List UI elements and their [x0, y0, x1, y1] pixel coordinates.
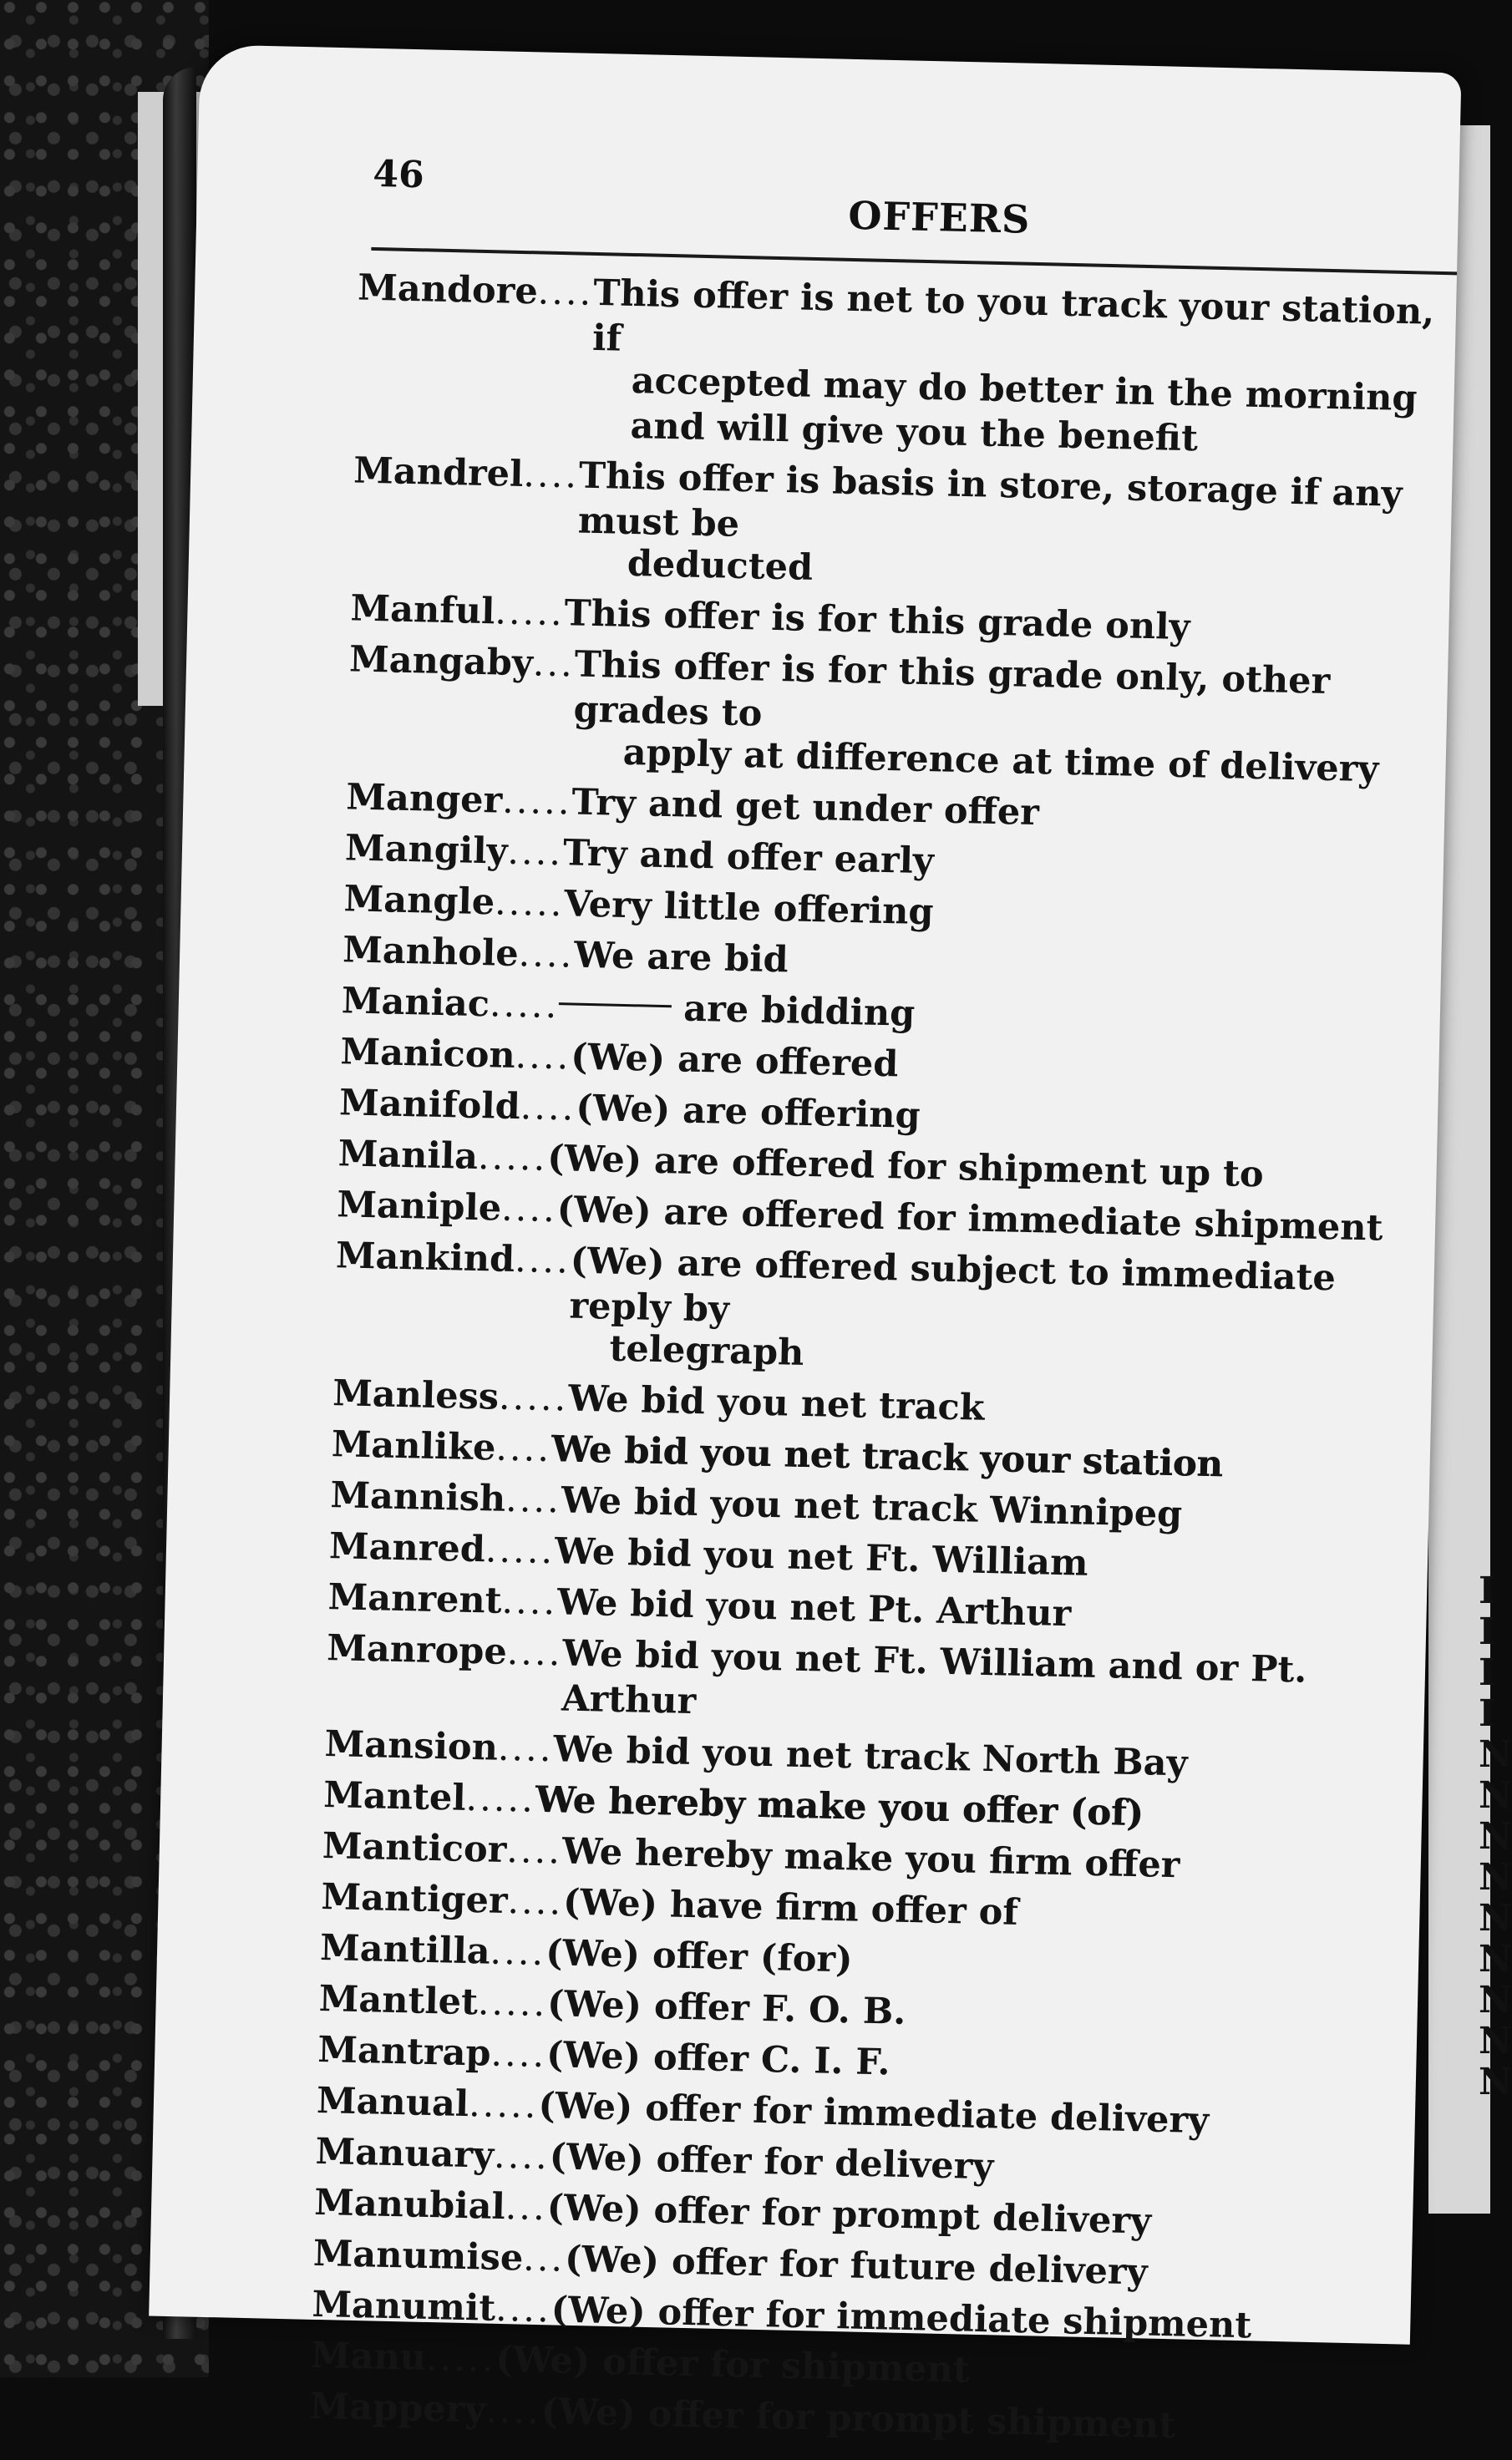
code-word: Mantel	[322, 1774, 467, 1819]
code-meaning-text: are bidding	[682, 987, 916, 1035]
next-page-letter: N	[1479, 2020, 1512, 2062]
leader-dots: .....	[498, 1376, 569, 1420]
code-meaning-text: This offer is for this grade only, other grades to	[573, 643, 1331, 735]
code-meaning-text: (We) offer for immediate shipment	[551, 2289, 1252, 2347]
code-meaning-text: (We) are offered	[570, 1036, 899, 1086]
code-meaning-text: (We) offer (for)	[545, 1932, 854, 1981]
leader-dots: ....	[515, 1035, 571, 1078]
code-meaning	[565, 2237, 1149, 2295]
code-meaning	[495, 2337, 971, 2393]
code-meaning	[546, 2185, 1151, 2244]
code-meaning-continuation: telegraph	[609, 1327, 804, 1374]
page-heading: OFFERS	[847, 192, 1031, 242]
leader-dots: .....	[477, 1981, 548, 2026]
code-meaning	[547, 1136, 1265, 1197]
code-meaning	[571, 779, 1040, 835]
code-word: Mantilla	[319, 1926, 491, 1973]
code-meaning-text: (We) offer for shipment	[495, 2338, 971, 2392]
next-page-letter: N	[1479, 1733, 1512, 1776]
leader-dots: ....	[506, 1631, 564, 1675]
book-page	[149, 44, 1461, 2447]
leader-dots: ....	[493, 2134, 551, 2178]
code-meaning	[561, 1829, 1180, 1889]
code-word: Manifold	[338, 1082, 521, 1129]
code-meaning	[540, 2389, 1175, 2448]
code-word: Mappery	[309, 2385, 486, 2432]
blank-line	[559, 1002, 672, 1007]
code-meaning	[546, 2032, 891, 2085]
leader-dots: .....	[489, 983, 560, 1027]
code-meaning-text: Very little offering	[563, 883, 935, 934]
code-meaning	[551, 2287, 1252, 2348]
code-meaning-text: (We) offer for prompt delivery	[546, 2187, 1152, 2243]
code-meaning	[557, 1580, 1072, 1636]
code-meaning-text: We are bid	[573, 934, 789, 981]
leader-dots: ....	[500, 1187, 558, 1231]
next-page-letter: I	[1479, 1692, 1496, 1735]
code-meaning-text: This offer is basis in store, storage if any must be	[577, 454, 1403, 545]
code-entry	[326, 1626, 1438, 1741]
code-meaning	[545, 1930, 853, 1982]
code-meaning	[576, 1086, 921, 1139]
code-meaning-text: We hereby make you offer (of)	[535, 1778, 1144, 1835]
code-meaning-text: We bid you net track	[567, 1377, 986, 1429]
code-meaning-text: (We) offer C. I. F.	[545, 2034, 891, 2084]
leader-dots: .....	[425, 2337, 496, 2381]
code-word: Mandore	[357, 266, 539, 313]
code-meaning	[561, 1478, 1182, 1537]
next-page-letter: I	[1479, 1610, 1496, 1653]
code-meaning-text: (We) are offered for shipment up to	[546, 1137, 1265, 1196]
code-word: Manumise	[312, 2232, 524, 2280]
leader-dots: ....	[522, 454, 580, 497]
code-meaning-text: We bid you net track your station	[551, 1428, 1224, 1486]
code-entry	[351, 448, 1464, 605]
code-word: Manu	[310, 2334, 427, 2379]
leader-dots: ...	[505, 2186, 548, 2229]
next-page-letter: N	[1479, 1815, 1512, 1858]
leader-dots: ....	[495, 2287, 552, 2331]
page-number: 46	[372, 152, 425, 197]
leader-dots: ....	[500, 1580, 558, 1624]
code-meaning-text: Try and get under offer	[571, 781, 1040, 834]
code-word: Manticor	[322, 1825, 507, 1872]
code-meaning	[568, 1377, 985, 1431]
next-page-letter: N	[1479, 1774, 1512, 1817]
code-meaning-text: (We) offer F. O. B.	[546, 1983, 906, 2033]
leader-dots: .....	[494, 591, 566, 635]
code-meaning	[561, 1631, 1438, 1741]
leader-dots: .....	[468, 2083, 540, 2127]
code-meaning-text: (We) are offered subject to immediate reply by	[569, 1240, 1337, 1331]
code-meaning-text: (We) offer for future delivery	[564, 2238, 1149, 2294]
code-meaning-text: We hereby make you firm offer	[561, 1830, 1180, 1887]
code-meaning	[555, 1529, 1089, 1585]
code-meaning-text: (We) offer for immediate delivery	[537, 2084, 1210, 2143]
code-meaning-continuation: apply at difference at time of delivery	[622, 731, 1379, 791]
code-meaning-text: (We) have firm offer of	[562, 1881, 1019, 1934]
code-meaning	[549, 2134, 994, 2189]
leader-dots: .....	[494, 881, 566, 926]
leader-dots: ....	[505, 1478, 562, 1522]
code-meaning-text: (We) are offering	[575, 1087, 921, 1138]
code-meaning-text: (We) are offered for immediate shipment	[556, 1189, 1384, 1250]
next-page-letter: N	[1479, 1938, 1512, 1981]
code-word: Manful	[350, 587, 495, 633]
code-meaning-continuation: accepted may do better in the morning and will give you the benefit	[630, 359, 1418, 460]
code-entry	[354, 266, 1469, 468]
next-page-letters	[1479, 1570, 1512, 2103]
next-page-letter: N	[1479, 1979, 1512, 2021]
code-word: Mantiger	[321, 1876, 509, 1923]
code-word: Mansion	[324, 1723, 499, 1769]
code-entry	[333, 1233, 1447, 1390]
leader-dots: .....	[501, 779, 573, 824]
leader-dots: ....	[537, 271, 594, 314]
code-meaning-text: This offer is net to you track your station, if	[591, 271, 1435, 360]
code-word: Manrent	[327, 1576, 503, 1622]
code-meaning	[547, 1981, 906, 2035]
code-word: Mangily	[344, 827, 509, 873]
code-word: Manicon	[339, 1031, 516, 1078]
leader-dots: ....	[518, 933, 575, 976]
code-word: Manumit	[311, 2283, 496, 2330]
code-meaning-text: This offer is for this grade only	[564, 592, 1191, 649]
code-word: Manual	[316, 2079, 469, 2126]
code-word: Manrope	[326, 1627, 508, 1673]
code-meaning	[553, 1727, 1188, 1786]
code-meaning	[559, 983, 916, 1037]
code-meaning	[564, 591, 1190, 650]
code-meaning-text: (We) offer for delivery	[549, 2136, 994, 2189]
code-meaning	[563, 1880, 1019, 1935]
code-meaning	[551, 1427, 1223, 1487]
code-word: Manlike	[331, 1423, 496, 1469]
leader-dots: ....	[520, 1086, 576, 1129]
code-word: Manless	[332, 1372, 500, 1418]
code-meaning-text: We bid you net track North Bay	[553, 1728, 1189, 1785]
entry-line	[326, 1626, 1438, 1741]
next-page-letter: N	[1479, 1856, 1512, 1899]
next-page-letter: N	[1479, 2061, 1512, 2103]
leader-dots: ....	[485, 2389, 542, 2433]
code-word: Mankind	[335, 1235, 515, 1281]
code-word: Manuary	[315, 2130, 495, 2177]
leader-dots: .....	[477, 1136, 548, 1179]
code-word: Manred	[328, 1525, 486, 1571]
code-meaning-text: We bid you net track Winnipeg	[561, 1479, 1183, 1536]
code-word: Mannish	[329, 1474, 506, 1520]
next-page-letter: N	[1479, 1897, 1512, 1940]
code-word: Manila	[337, 1133, 479, 1179]
leader-dots: .....	[465, 1777, 536, 1821]
code-word: Manubial	[313, 2181, 506, 2229]
code-entry	[347, 637, 1460, 794]
next-page-letter: I	[1479, 1651, 1496, 1694]
code-meaning-text: Try and offer early	[562, 832, 935, 883]
code-word: Mandrel	[353, 449, 525, 496]
leader-dots: ....	[514, 1239, 571, 1282]
code-meaning	[538, 2083, 1210, 2143]
leader-dots: ....	[495, 1427, 552, 1471]
leader-dots: ....	[505, 1829, 563, 1873]
code-meaning-text: We bid you net Ft. William and or Pt. Arthur	[561, 1632, 1307, 1723]
code-word: Manhole	[342, 929, 520, 976]
code-word: Maniple	[336, 1184, 502, 1230]
leader-dots: ...	[532, 642, 576, 686]
code-word: Manger	[345, 776, 503, 822]
leader-dots: .....	[485, 1529, 556, 1573]
code-meaning-text: (We) offer for prompt shipment	[540, 2391, 1176, 2447]
leader-dots: ....	[490, 2032, 547, 2077]
code-meaning	[571, 1035, 899, 1088]
leader-dots: ....	[497, 1727, 555, 1771]
code-meaning	[574, 933, 789, 983]
code-word: Mangaby	[348, 638, 534, 685]
code-word: Mangle	[343, 878, 495, 924]
code-entry-list	[309, 266, 1469, 2460]
code-meaning	[535, 1778, 1144, 1837]
leader-dots: ....	[506, 830, 564, 875]
code-word: Mantlet	[318, 1977, 479, 2024]
leader-dots: ....	[490, 1930, 546, 1975]
code-meaning	[564, 881, 934, 935]
leader-dots: ....	[506, 1880, 564, 1924]
code-word: Maniac	[341, 980, 490, 1026]
code-meaning-text: We bid you net Ft. William	[554, 1530, 1089, 1585]
code-meaning-continuation: deducted	[627, 542, 814, 589]
code-meaning-text: We bid you net Pt. Arthur	[556, 1581, 1072, 1636]
next-page-letter: I	[1479, 1570, 1496, 1612]
leader-dots: ...	[522, 2237, 566, 2280]
code-meaning	[563, 830, 935, 884]
code-word: Mantrap	[317, 2028, 492, 2075]
